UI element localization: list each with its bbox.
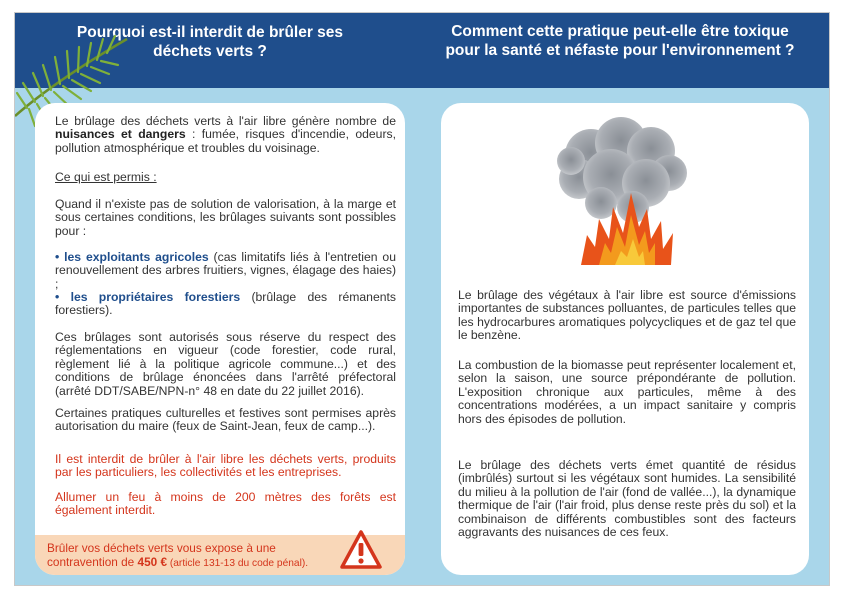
- allowed-item-farmers: • les exploitants agricoles (cas limitatifs liés à l'entretien ou renouvellement des arbres fruitiers, vignes, élagage des haies) ;: [55, 250, 396, 291]
- fine-warning-text: Brûler vos déchets verts vous expose à une contravention de 450 € (article 131-13 du code pénal).: [47, 541, 309, 569]
- forest-rule-paragraph: Allumer un feu à moins de 200 mètres des forêts est également interdit.: [55, 490, 396, 518]
- allowed-intro: Quand il n'existe pas de solution de valorisation, à la marge et sous certaines conditions, les brûlages suivants sont possibles pour :: [55, 197, 396, 238]
- fire-smoke-illustration: [551, 115, 701, 267]
- allowed-item-foresters: • les propriétaires forestiers (brûlage des rémanents forestiers).: [55, 290, 396, 318]
- right-paragraph-2: La combustion de la biomasse peut représenter localement et, selon la saison, une source prépondérante de pollution. L'exposition chronique aux particules, même à des concentrations modérées, a un impact sanitaire y compris hors des épisodes de pollution.: [458, 358, 796, 426]
- right-paragraph-3: Le brûlage des déchets verts émet quantité de résidus (imbrûlés) surtout si les végétaux sont humides. La sensibilité du milieu à la pollution de l'air (fond de vallée...), la dynamique thermique de l'air (l'air froid, plus dense reste près du sol) et la combinaison de différents combustibles sont des facteurs aggravants des nuisances de ces feux.: [458, 458, 796, 540]
- conditions-paragraph: Ces brûlages sont autorisés sous réserve du respect des réglementations en vigueur (code forestier, code rural, règlement lié à la politique agricole commune...) et des conditions de brûlage énoncées dans l'arrêté préfectoral (arrêté DDT/SABE/NPN-n° 48 en date du 22 juillet 2016).: [55, 330, 396, 398]
- fine-warning-box: [35, 535, 405, 575]
- forbidden-paragraph: Il est interdit de brûler à l'air libre les déchets verts, produits par les particuliers, les collectivités et les entreprises.: [55, 452, 396, 480]
- header-band: [15, 13, 829, 88]
- left-panel: [35, 103, 405, 575]
- right-panel: [441, 103, 809, 575]
- warning-triangle-icon: [339, 529, 383, 571]
- right-paragraph-1: Le brûlage des végétaux à l'air libre est source d'émissions importantes de substances polluantes, de particules telles que les hydrocarbures aromatiques polycycliques et de gaz tel que le benzène.: [458, 288, 796, 343]
- allowed-heading: Ce qui est permis :: [55, 170, 157, 184]
- leaflet-sheet: [14, 12, 830, 586]
- intro-paragraph: Le brûlage des déchets verts à l'air libre génère nombre de nuisances et dangers : fumée, risques d'incendie, odeurs, pollution atmosphérique et troubles du voisinage.: [55, 114, 396, 155]
- left-title: Pourquoi est-il interdit de brûler ses déchets verts ?: [76, 24, 344, 60]
- festive-paragraph: Certaines pratiques culturelles et festives sont permises après autorisation du maire (feux de Saint-Jean, feux de camp...).: [55, 406, 396, 434]
- right-title: Comment cette pratique peut-elle être toxique pour la santé et néfaste pour l'environnement ?: [445, 23, 795, 59]
